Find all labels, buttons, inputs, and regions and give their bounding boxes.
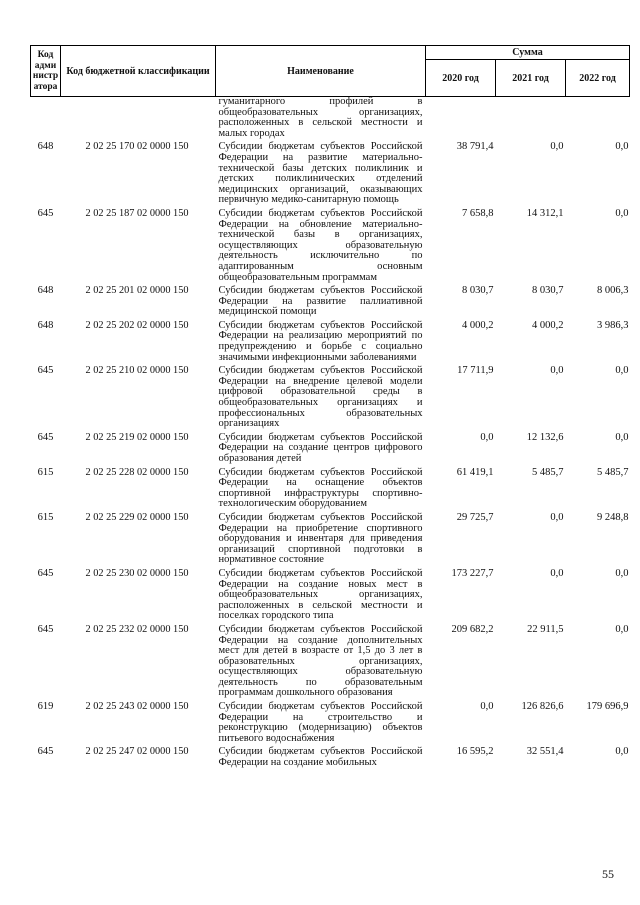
cell-2022	[566, 97, 630, 142]
table-header	[31, 46, 630, 97]
cell-2021: 0,0	[550, 141, 564, 153]
page-number: 55	[602, 867, 614, 881]
header-admin-code: Код адми нистр атора	[31, 46, 61, 97]
cell-2021: 32 551,4	[526, 746, 564, 758]
header-year-2020: 2020 год	[426, 60, 496, 97]
cell-2020	[426, 97, 496, 142]
cell-admin: 645	[37, 431, 54, 443]
cell-name: Субсидии бюджетам субъектов Российской Федерации на создание новых мест в общеобразовательных организациях, расположенных в сельской местности и поселках городского типа	[218, 567, 423, 622]
cell-2022: 3 986,3	[597, 319, 629, 331]
cell-kbk: 2 02 25 230 02 0000 150	[85, 567, 189, 579]
header-year-2021: 2021 год	[496, 60, 566, 97]
budget-table	[30, 45, 630, 771]
header-budget-code: Код бюджетной классификации	[61, 46, 216, 97]
cell-kbk: 2 02 25 219 02 0000 150	[85, 431, 189, 443]
cell-2021: 12 132,6	[526, 431, 564, 443]
cell-admin: 648	[37, 141, 54, 153]
cell-kbk: 2 02 25 202 02 0000 150	[85, 319, 189, 331]
cell-2020: 0,0	[480, 701, 494, 713]
cell-2020: 173 227,7	[451, 567, 494, 579]
cell-2020: 7 658,8	[462, 207, 494, 219]
cell-2022: 179 696,9	[586, 701, 629, 713]
table-row	[31, 365, 630, 432]
cell-2022: 0,0	[615, 141, 629, 153]
cell-name: Субсидии бюджетам субъектов Российской Федерации на строительство и реконструкцию (модернизацию) объектов питьевого водоснабжения	[218, 701, 423, 744]
cell-2021: 0,0	[550, 365, 564, 377]
cell-kbk	[61, 97, 216, 142]
table-row	[31, 746, 630, 770]
cell-2020: 8 030,7	[462, 285, 494, 297]
cell-admin: 645	[37, 623, 54, 635]
cell-kbk: 2 02 25 187 02 0000 150	[85, 207, 189, 219]
table-row	[31, 512, 630, 568]
cell-admin: 615	[37, 511, 54, 523]
table-row	[31, 432, 630, 467]
header-sum: Сумма	[426, 46, 630, 60]
cell-name: Субсидии бюджетам субъектов Российской Федерации на оснащение объектов спортивной инфраструктуры спортивно-технологическим оборудованием	[218, 466, 423, 510]
cell-admin: 615	[37, 466, 54, 478]
table-row	[31, 208, 630, 285]
cell-kbk: 2 02 25 170 02 0000 150	[85, 141, 189, 153]
cell-2022: 0,0	[615, 567, 629, 579]
cell-2022: 0,0	[615, 746, 629, 758]
cell-2022: 0,0	[615, 207, 629, 219]
cell-2022: 9 248,8	[597, 511, 629, 523]
table-row	[31, 624, 630, 701]
cell-2020: 38 791,4	[456, 141, 494, 153]
cell-kbk: 2 02 25 210 02 0000 150	[85, 365, 189, 377]
cell-2021: 0,0	[550, 567, 564, 579]
cell-name: Субсидии бюджетам субъектов Российской Федерации на развитие материально-технической базы детских поликлиник и детских поликлинических отделений медицинских организаций, оказывающих первичную медико-санитарную помощь	[218, 141, 423, 206]
cell-kbk: 2 02 25 247 02 0000 150	[85, 746, 189, 758]
cell-name: Субсидии бюджетам субъектов Российской Федерации на обновление материально-технической базы в организациях, осуществляющих образовательную деятельность исключительно по адаптированным основным общеобразовательным программам	[218, 207, 423, 283]
cell-2021: 0,0	[550, 511, 564, 523]
cell-kbk: 2 02 25 232 02 0000 150	[85, 623, 189, 635]
cell-name: Субсидии бюджетам субъектов Российской Федерации на создание дополнительных мест для детей в возрасте от 1,5 до 3 лет в образовательных организациях, осуществляющих образовательную деятельность по образовательным программам дошкольного образования	[218, 623, 423, 699]
table-row	[31, 568, 630, 624]
table-row	[31, 467, 630, 512]
cell-2021: 4 000,2	[532, 319, 564, 331]
table-body	[31, 97, 630, 771]
cell-2020: 209 682,2	[451, 623, 494, 635]
cell-2022: 0,0	[615, 431, 629, 443]
cell-name: Субсидии бюджетам субъектов Российской Федерации на создание центров цифрового образования детей	[218, 431, 423, 464]
cell-2021	[496, 97, 566, 142]
cell-2022: 8 006,3	[597, 285, 629, 297]
cell-admin: 645	[37, 365, 54, 377]
cell-name: Субсидии бюджетам субъектов Российской Федерации на развитие паллиативной медицинской помощи	[218, 285, 423, 318]
cell-2021: 22 911,5	[527, 623, 564, 635]
cell-name: Субсидии бюджетам субъектов Российской Федерации на реализацию мероприятий по предупреждению и борьбе с социально значимыми инфекционными заболеваниями	[218, 319, 423, 363]
cell-2020: 61 419,1	[456, 466, 494, 478]
cell-admin	[31, 97, 61, 142]
table-row	[31, 141, 630, 208]
table-row-continuation	[31, 97, 630, 142]
cell-admin: 645	[37, 207, 54, 219]
header-year-2022: 2022 год	[566, 60, 630, 97]
cell-2021: 126 826,6	[521, 701, 564, 713]
cell-2020: 16 595,2	[456, 746, 494, 758]
cell-2021: 14 312,1	[526, 207, 564, 219]
cell-2020: 4 000,2	[462, 319, 494, 331]
header-name: Наименование	[216, 46, 426, 97]
cell-2022: 5 485,7	[597, 466, 629, 478]
cell-name: гуманитарного профилей в общеобразовательных организациях, расположенных в сельской местности и малых городах	[218, 96, 423, 139]
cell-2022: 0,0	[615, 365, 629, 377]
table-row	[31, 701, 630, 746]
cell-kbk: 2 02 25 229 02 0000 150	[85, 511, 189, 523]
cell-admin: 645	[37, 746, 54, 758]
cell-2020: 17 711,9	[457, 365, 494, 377]
cell-admin: 619	[37, 701, 54, 713]
cell-2020: 29 725,7	[456, 511, 494, 523]
cell-kbk: 2 02 25 201 02 0000 150	[85, 285, 189, 297]
cell-2020: 0,0	[480, 431, 494, 443]
cell-2021: 5 485,7	[532, 466, 564, 478]
table-row	[31, 285, 630, 320]
cell-kbk: 2 02 25 228 02 0000 150	[85, 466, 189, 478]
cell-2022: 0,0	[615, 623, 629, 635]
budget-document	[30, 45, 629, 771]
cell-admin: 645	[37, 567, 54, 579]
cell-name: Субсидии бюджетам субъектов Российской Федерации на приобретение спортивного оборудования и инвентаря для приведения организаций спортивной подготовки в нормативное состояние	[218, 511, 423, 566]
cell-admin: 648	[37, 285, 54, 297]
cell-name: Субсидии бюджетам субъектов Российской Федерации на создание мобильных	[218, 746, 423, 769]
cell-2021: 8 030,7	[532, 285, 564, 297]
table-row	[31, 320, 630, 365]
cell-admin: 648	[37, 319, 54, 331]
cell-name: Субсидии бюджетам субъектов Российской Федерации на внедрение целевой модели цифровой образовательной среды в общеобразовательных организациях и профессиональных образовательных организациях	[218, 365, 423, 430]
cell-kbk: 2 02 25 243 02 0000 150	[85, 701, 189, 713]
